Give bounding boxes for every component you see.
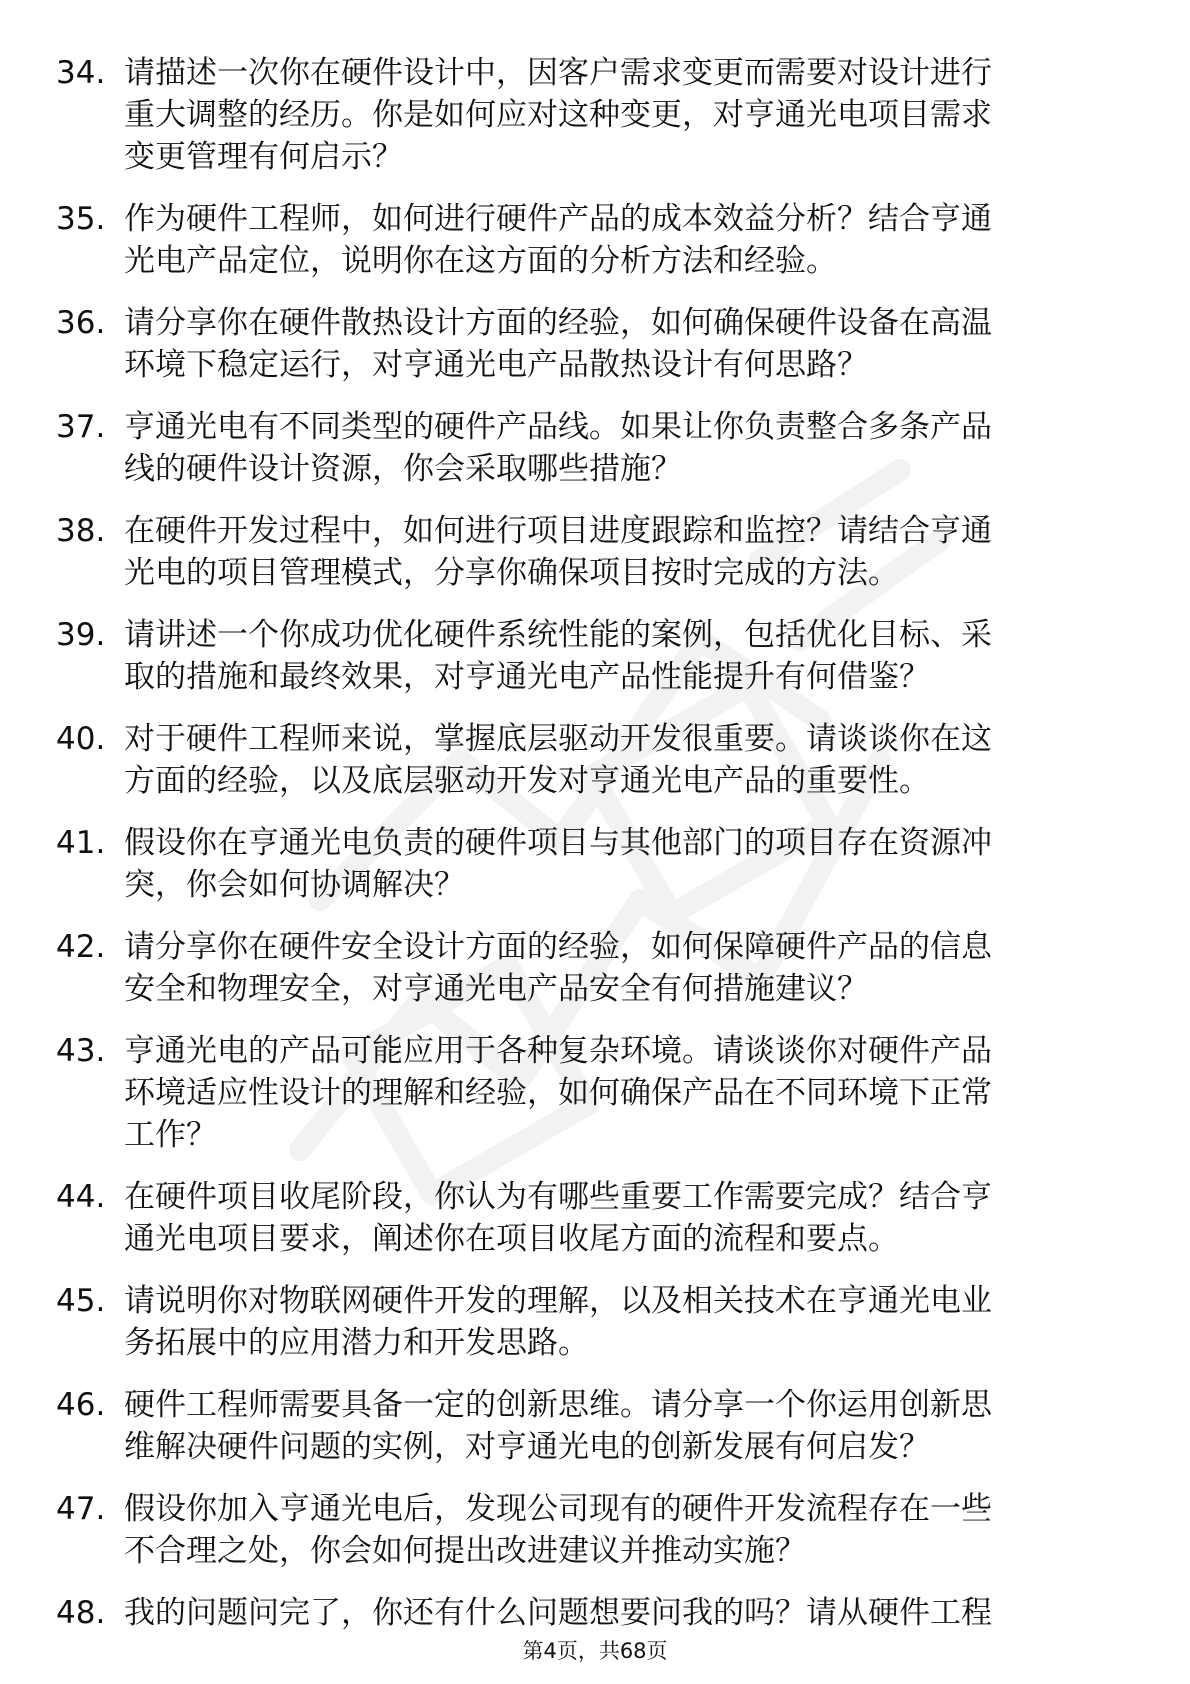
list-item [0,1384,1190,1468]
list-item [0,1592,1190,1634]
question-text: 请分享你在硬件散热设计方面的经验，如何确保硬件设备在高温 环境下稳定运行，对亨通光电产品散热设计有何思路？ [124,305,992,383]
question-number: 38. [56,513,106,549]
question-number: 48. [56,1595,106,1631]
question-number: 42. [56,929,106,965]
list-item [0,822,1190,906]
question-number: 37. [56,409,106,445]
question-text: 请讲述一个你成功优化硬件系统性能的案例，包括优化目标、采 取的措施和最终效果，对亨通光电产品性能提升有何借鉴？ [124,617,992,695]
question-number: 47. [56,1491,106,1527]
question-text: 亨通光电有不同类型的硬件产品线。如果让你负责整合多条产品 线的硬件设计资源，你会采取哪些措施？ [124,409,992,487]
question-text: 亨通光电的产品可能应用于各种复杂环境。请谈谈你对硬件产品 环境适应性设计的理解和经验，如何确保产品在不同环境下正常 工作？ [124,1033,992,1153]
question-text: 在硬件开发过程中，如何进行项目进度跟踪和监控？请结合亨通 光电的项目管理模式，分享你确保项目按时完成的方法。 [124,513,992,591]
question-number: 44. [56,1179,106,1215]
question-number: 46. [56,1387,106,1423]
question-number: 40. [56,721,106,757]
list-item [0,1280,1190,1364]
question-text: 请说明你对物联网硬件开发的理解，以及相关技术在亨通光电业 务拓展中的应用潜力和开发思路。 [124,1283,992,1361]
list-item [0,926,1190,1010]
page-footer: 第4页，共68页 [522,1639,668,1663]
list-item [0,406,1190,490]
question-text: 在硬件项目收尾阶段，你认为有哪些重要工作需要完成？结合亨 通光电项目要求，阐述你在项目收尾方面的流程和要点。 [124,1179,992,1257]
list-item [0,614,1190,698]
question-list [0,52,1190,1654]
question-number: 41. [56,825,106,861]
question-number: 39. [56,617,106,653]
question-text: 对于硬件工程师来说，掌握底层驱动开发很重要。请谈谈你在这 方面的经验，以及底层驱动开发对亨通光电产品的重要性。 [124,721,992,799]
list-item [0,510,1190,594]
question-text: 假设你加入亨通光电后，发现公司现有的硬件开发流程存在一些 不合理之处，你会如何提出改进建议并推动实施？ [124,1491,992,1569]
list-item [0,1488,1190,1572]
question-number: 35. [56,201,106,237]
list-item [0,1176,1190,1260]
list-item [0,718,1190,802]
list-item [0,1030,1190,1156]
list-item [0,52,1190,178]
list-item [0,302,1190,386]
question-number: 45. [56,1283,106,1319]
question-number: 43. [56,1033,106,1069]
question-text: 我的问题问完了，你还有什么问题想要问我的吗？请从硬件工程 [124,1595,992,1631]
question-text: 作为硬件工程师，如何进行硬件产品的成本效益分析？结合亨通 光电产品定位，说明你在这方面的分析方法和经验。 [124,201,992,279]
list-item [0,198,1190,282]
question-text: 请分享你在硬件安全设计方面的经验，如何保障硬件产品的信息 安全和物理安全，对亨通光电产品安全有何措施建议？ [124,929,992,1007]
question-number: 36. [56,305,106,341]
question-number: 34. [56,55,106,91]
question-text: 假设你在亨通光电负责的硬件项目与其他部门的项目存在资源冲 突，你会如何协调解决？ [124,825,992,903]
question-text: 请描述一次你在硬件设计中，因客户需求变更而需要对设计进行 重大调整的经历。你是如何应对这种变更，对亨通光电项目需求 变更管理有何启示？ [124,55,992,175]
question-text: 硬件工程师需要具备一定的创新思维。请分享一个你运用创新思 维解决硬件问题的实例，对亨通光电的创新发展有何启发？ [124,1387,992,1465]
